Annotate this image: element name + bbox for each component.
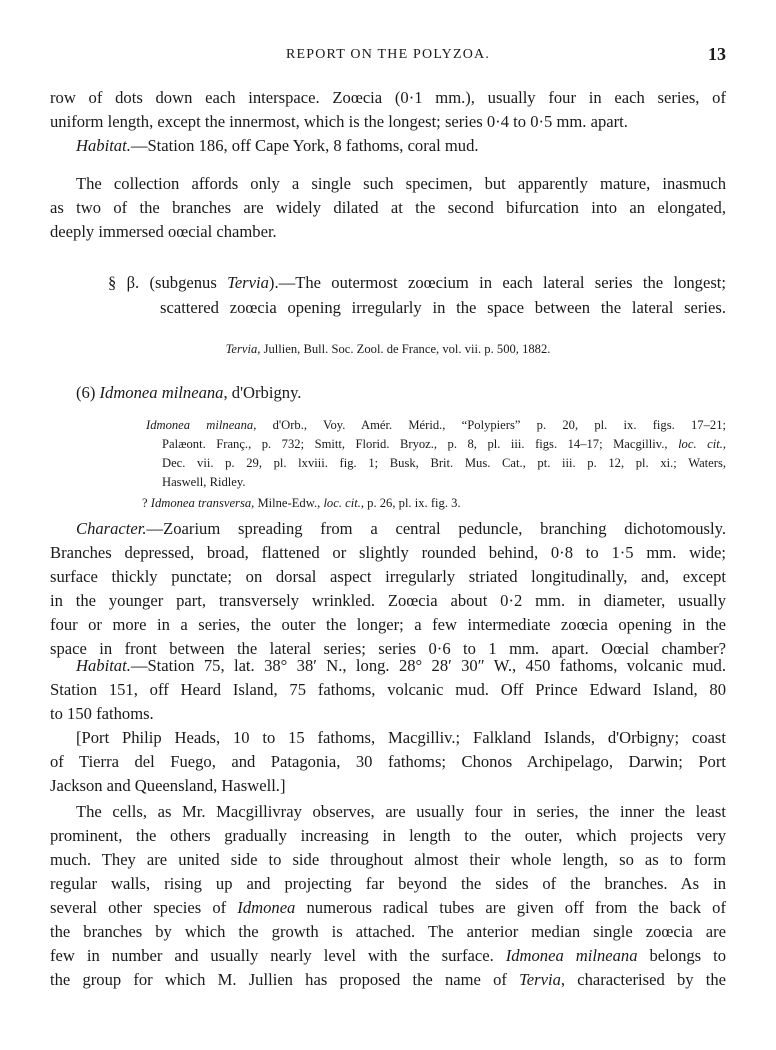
synonymy-line: Palæont. Franç., p. 732; Smitt, Florid. Bryoz., p. 8, pl. iii. figs. 14–17; Macgilliv., loc. cit., — [162, 437, 726, 451]
synonymy-line: Dec. vii. p. 29, pl. lxviii. fig. 1; Busk, Brit. Mus. Cat., pt. iii. p. 12, pl. xi.; Waters, — [162, 456, 726, 470]
text-line: to 150 fathoms. — [50, 704, 154, 723]
character-label: Character. — [76, 519, 147, 538]
text-line: Character.—Zoarium spreading from a central peduncle, branching dichotomously. — [76, 519, 726, 538]
text-line: Station 151, off Heard Island, 75 fathoms, volcanic mud. Off Prince Edward Island, 80 — [50, 680, 726, 699]
subgenus-line: scattered zoœcia opening irregularly in the space between the lateral series. — [160, 298, 726, 317]
text-line: Jackson and Queensland, Haswell.] — [50, 776, 286, 795]
text-line: the group for which M. Jullien has proposed the name of Tervia, characterised by the — [50, 970, 726, 989]
reference-line: Tervia, Jullien, Bull. Soc. Zool. de France, vol. vii. p. 500, 1882. — [225, 342, 551, 356]
species-title — [50, 381, 726, 405]
text-line: The cells, as Mr. Macgillivray observes, are usually four in series, the inner the least — [76, 802, 726, 821]
synonymy-line: Idmonea milneana, d'Orb., Voy. Amér. Mérid., “Polypiers” p. 20, pl. ix. figs. 17–21; — [146, 418, 726, 432]
habitat-text: —Station 186, off Cape York, 8 fathoms, coral mud. — [130, 136, 479, 155]
page-header — [50, 42, 726, 68]
habitat-line — [50, 134, 726, 158]
text-line: uniform length, except the innermost, which is the longest; series 0·4 to 0·5 mm. apart. — [50, 112, 628, 131]
text-line: the branches by which the growth is attached. The anterior median single zoœcia are — [50, 922, 726, 941]
habitat-label: Habitat. — [76, 656, 131, 675]
text-line: regular walls, rising up and projecting far beyond the sides of the branches. As in — [50, 874, 726, 893]
text-line: The collection affords only a single such specimen, but apparently mature, inasmuch — [76, 174, 726, 193]
habitat-label: Habitat. — [76, 136, 131, 155]
species-number: (6) — [76, 383, 100, 402]
synonymy-line: ? Idmonea transversa, Milne-Edw., loc. cit., p. 26, pl. ix. fig. 3. — [142, 496, 461, 510]
text-line: four or more in a series, the outer the longer; a few intermediate zoœcia opening in the — [50, 615, 726, 634]
text-line: space in front between the lateral series; series 0·6 to 1 mm. apart. Oœcial chamber? — [50, 639, 726, 658]
species-name: Idmonea milneana — [99, 383, 224, 402]
text-line: [Port Philip Heads, 10 to 15 fathoms, Macgilliv.; Falkland Islands, d'Orbigny; coast — [76, 728, 726, 747]
page-number: 13 — [708, 44, 726, 64]
subgenus-name: Tervia — [227, 273, 269, 292]
subgenus-line: § β. (subgenus Tervia).—The outermost zoœcium in each lateral series the longest; — [108, 273, 726, 292]
text-line: prominent, the others gradually increasing in length to the outer, which projects very — [50, 826, 726, 845]
text-line: much. They are united side to side throughout almost their whole length, so as to form — [50, 850, 726, 869]
text-line: of Tierra del Fuego, and Patagonia, 30 fathoms; Chonos Archipelago, Darwin; Port — [50, 752, 726, 771]
running-title: REPORT ON THE POLYZOA. — [285, 47, 491, 62]
text-line: Habitat.—Station 75, lat. 38° 38′ N., long. 28° 28′ 30″ W., 450 fathoms, volcanic mud. — [76, 656, 726, 675]
synonymy-line: Haswell, Ridley. — [162, 475, 246, 489]
text-line: surface thickly punctate; on dorsal aspect irregularly striated longitudinally, and, except — [50, 567, 726, 586]
species-author: , d'Orbigny. — [223, 383, 302, 402]
text-line: several other species of Idmonea numerous radical tubes are given off from the back of — [50, 898, 726, 917]
text-line: Branches depressed, broad, flattened or slightly rounded behind, 0·8 to 1·5 mm. wide; — [50, 543, 726, 562]
text-line: as two of the branches are widely dilated at the second bifurcation into an elongated, — [50, 198, 726, 217]
text-line: row of dots down each interspace. Zoœcia (0·1 mm.), usually four in each series, of — [50, 88, 726, 107]
text-line: few in number and usually nearly level with the surface. Idmonea milneana belongs to — [50, 946, 726, 965]
text-line: in the younger part, transversely wrinkled. Zoœcia about 0·2 mm. in diameter, usually — [50, 591, 726, 610]
text-line: deeply immersed oœcial chamber. — [50, 222, 277, 241]
